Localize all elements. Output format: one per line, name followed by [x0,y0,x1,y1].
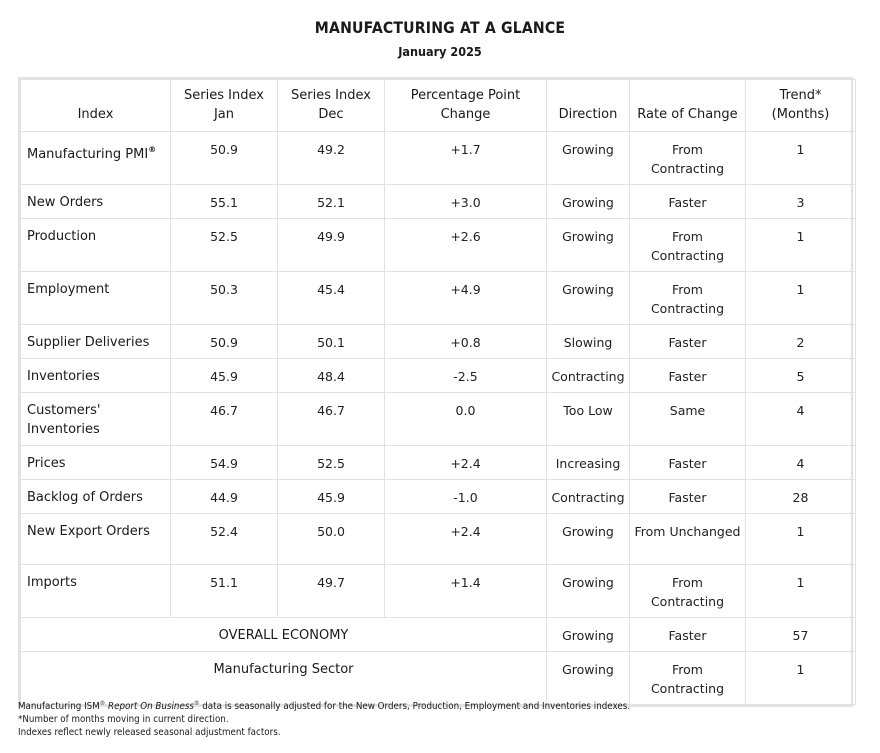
pmi-table-container [18,77,853,707]
header-rate: Rate of Change [630,80,746,132]
index-name-cell: Imports [21,565,171,618]
rate-of-change-cell: From Contracting [630,219,746,272]
rate-of-change-cell: Faster [630,618,746,652]
dec-value-cell: 49.2 [278,132,385,185]
rate-of-change-cell: From Contracting [630,652,746,705]
direction-cell: Growing [547,565,630,618]
direction-cell: Slowing [547,325,630,359]
trend-cell: 4 [746,446,856,480]
jan-value-cell: 52.5 [171,219,278,272]
header-direction: Direction [547,80,630,132]
header-index: Index [21,80,171,132]
rate-of-change-cell: Faster [630,359,746,393]
pmi-table [20,79,856,705]
header-jan: Series Index Jan [171,80,278,132]
change-value-cell: +0.8 [385,325,547,359]
dec-value-cell: 50.1 [278,325,385,359]
table-row [21,446,856,480]
dec-value-cell: 45.4 [278,272,385,325]
summary-label-cell: Manufacturing Sector [21,652,547,705]
dec-value-cell: 50.0 [278,514,385,565]
table-row [21,480,856,514]
direction-cell: Growing [547,272,630,325]
table-body [21,132,856,705]
index-name-cell: Employment [21,272,171,325]
trend-cell: 1 [746,132,856,185]
summary-label-cell: OVERALL ECONOMY [21,618,547,652]
rate-of-change-cell: Faster [630,325,746,359]
index-name-cell: Manufacturing PMI® [21,132,171,185]
index-name-cell: Prices [21,446,171,480]
table-row [21,185,856,219]
rate-of-change-cell: From Contracting [630,132,746,185]
change-value-cell: -2.5 [385,359,547,393]
jan-value-cell: 52.4 [171,514,278,565]
index-name-cell: Customers' Inventories [21,393,171,446]
jan-value-cell: 51.1 [171,565,278,618]
direction-cell: Growing [547,652,630,705]
dec-value-cell: 52.5 [278,446,385,480]
jan-value-cell: 50.3 [171,272,278,325]
header-dec: Series Index Dec [278,80,385,132]
header-change: Percentage Point Change [385,80,547,132]
trend-cell: 1 [746,219,856,272]
table-row [21,514,856,565]
page-title: MANUFACTURING AT A GLANCE [314,18,566,37]
change-value-cell: +1.7 [385,132,547,185]
direction-cell: Increasing [547,446,630,480]
jan-value-cell: 50.9 [171,132,278,185]
rate-of-change-cell: Faster [630,446,746,480]
change-value-cell: +2.4 [385,446,547,480]
rate-of-change-cell: Same [630,393,746,446]
direction-cell: Growing [547,219,630,272]
trend-cell: 1 [746,514,856,565]
change-value-cell: +1.4 [385,565,547,618]
trend-cell: 28 [746,480,856,514]
trend-cell: 1 [746,565,856,618]
table-row [21,325,856,359]
footnotes [18,697,791,739]
index-name-cell: Inventories [21,359,171,393]
index-name-cell: Supplier Deliveries [21,325,171,359]
header-trend: Trend* (Months) [746,80,856,132]
jan-value-cell: 50.9 [171,325,278,359]
rate-of-change-cell: From Unchanged [630,514,746,565]
rate-of-change-cell: From Contracting [630,272,746,325]
dec-value-cell: 49.9 [278,219,385,272]
page-subtitle: January 2025 [398,44,482,59]
jan-value-cell: 54.9 [171,446,278,480]
rate-of-change-cell: From Contracting [630,565,746,618]
trend-cell: 4 [746,393,856,446]
rate-of-change-cell: Faster [630,480,746,514]
table-row [21,393,856,446]
dec-value-cell: 52.1 [278,185,385,219]
table-header-row [21,80,856,132]
rate-of-change-cell: Faster [630,185,746,219]
direction-cell: Contracting [547,359,630,393]
table-row [21,565,856,618]
jan-value-cell: 46.7 [171,393,278,446]
change-value-cell: +2.4 [385,514,547,565]
summary-row [21,618,856,652]
direction-cell: Contracting [547,480,630,514]
table-row [21,132,856,185]
direction-cell: Growing [547,514,630,565]
trend-cell: 57 [746,618,856,652]
registered-mark: ® [148,145,157,154]
trend-cell: 5 [746,359,856,393]
trend-cell: 2 [746,325,856,359]
trend-cell: 1 [746,272,856,325]
trend-cell: 3 [746,185,856,219]
change-value-cell: -1.0 [385,480,547,514]
footnote-3: Indexes reflect newly released seasonal adjustment factors. [18,727,281,738]
change-value-cell: +2.6 [385,219,547,272]
direction-cell: Too Low [547,393,630,446]
footnote-1: Manufacturing ISM® Report On Business® data is seasonally adjusted for the New Orders, Production, Employment and Inventories indexes. [18,700,631,712]
change-value-cell: 0.0 [385,393,547,446]
index-name-cell: Backlog of Orders [21,480,171,514]
table-row [21,219,856,272]
direction-cell: Growing [547,618,630,652]
jan-value-cell: 45.9 [171,359,278,393]
direction-cell: Growing [547,132,630,185]
trend-cell: 1 [746,652,856,705]
direction-cell: Growing [547,185,630,219]
index-name-cell: New Export Orders [21,514,171,565]
dec-value-cell: 48.4 [278,359,385,393]
dec-value-cell: 49.7 [278,565,385,618]
index-name-cell: Production [21,219,171,272]
table-row [21,359,856,393]
dec-value-cell: 46.7 [278,393,385,446]
footnote-2: *Number of months moving in current direction. [18,714,229,725]
table-row [21,272,856,325]
index-name-cell: New Orders [21,185,171,219]
change-value-cell: +3.0 [385,185,547,219]
jan-value-cell: 55.1 [171,185,278,219]
dec-value-cell: 45.9 [278,480,385,514]
jan-value-cell: 44.9 [171,480,278,514]
change-value-cell: +4.9 [385,272,547,325]
